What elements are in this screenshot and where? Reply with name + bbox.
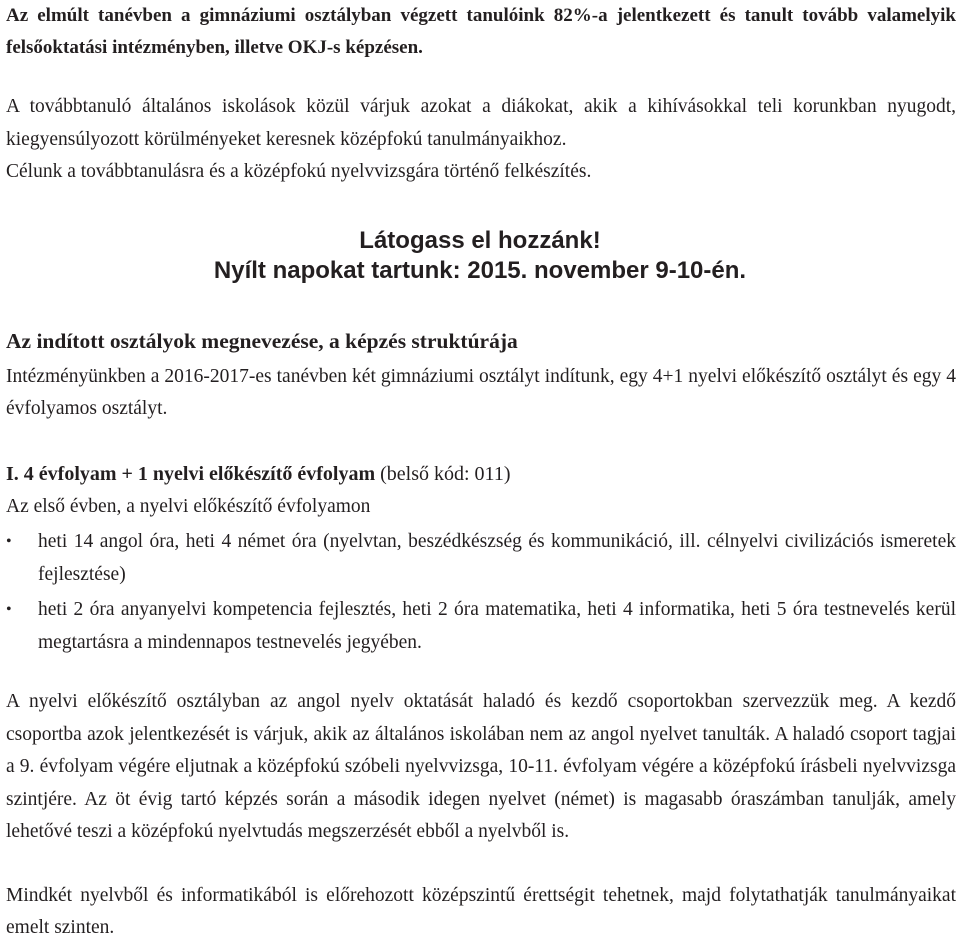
class-heading bbox=[6, 459, 510, 489]
list-item bbox=[6, 526, 956, 591]
class-bullet-list bbox=[6, 526, 956, 662]
callout-open-days-text: Nyílt napokat tartunk: 2015. november 9-10-én. bbox=[213, 257, 747, 284]
bullet-icon: • bbox=[6, 533, 12, 550]
invitation-line-2: Célunk a továbbtanulásra és a középfokú nyelvvizsgára történő felkészítés. bbox=[6, 161, 592, 182]
language-paragraph: A nyelvi előkészítő osztályban az angol nyelv oktatását haladó és kezdő csoportokban szervezzük meg. A kezdő csoportba azok jelentkezését is várjuk, akik az általános iskolában nem az angol nyelvet tanulták. A haladó csoport tagjai a 9. évfolyam végére eljutnak a középfokú szóbeli nyelvvizsga, 10-11. évfolyam végére a középfokú írásbeli nyelvvizsga szintjére. Az öt évig tartó képzés során a második idegen nyelvet (német) is magasabb óraszámban tanulják, amely lehetővé teszi a középfokú nyelvtudás megszerzését ebből a nyelvből is. bbox=[6, 691, 956, 842]
callout-visit-text: Látogass el hozzánk! bbox=[359, 227, 601, 254]
class-heading-code: (belső kód: 011) bbox=[375, 463, 511, 485]
invitation-paragraph bbox=[6, 91, 956, 189]
closing-paragraph: Mindkét nyelvből és informatikából is előrehozott középszintű érettségit tehetnek, majd folytathatják tanulmányaikat emelt szinten. bbox=[6, 885, 956, 938]
section-description: Intézményünkben a 2016-2017-es tanévben két gimnáziumi osztályt indítunk, egy 4+1 nyelvi előkészítő osztályt és egy 4 évfolyamos osztályt. bbox=[6, 366, 956, 419]
list-item bbox=[6, 594, 956, 659]
class-subtitle: Az első évben, a nyelvi előkészítő évfolyamon bbox=[6, 496, 371, 517]
class-heading-name: I. 4 évfolyam + 1 nyelvi előkészítő évfolyam bbox=[6, 463, 376, 485]
open-day-callout bbox=[0, 226, 960, 286]
bullet-text: heti 2 óra anyanyelvi kompetencia fejlesztés, heti 2 óra matematika, heti 4 informatika, heti 5 óra testnevelés kerül megtartásra a mindennapos testnevelés jegyében. bbox=[38, 599, 956, 653]
section-heading: Az indított osztályok megnevezése, a képzés struktúrája bbox=[6, 329, 518, 353]
bullet-text: heti 14 angol óra, heti 4 német óra (nyelvtan, beszédkészség és kommunikáció, ill. célnyelvi civilizációs ismeretek fejlesztése) bbox=[38, 531, 956, 585]
invitation-line-1: A továbbtanuló általános iskolások közül várjuk azokat a diákokat, akik a kihívásokkal teli korunkban nyugodt, kiegyensúlyozott körülményeket keresnek középfokú tanulmányaikhoz. bbox=[6, 96, 956, 150]
bullet-icon: • bbox=[6, 601, 12, 618]
intro-paragraph: Az elmúlt tanévben a gimnáziumi osztályban végzett tanulóink 82%-a jelentkezett és tanult tovább valamelyik felsőoktatási intézményben, illetve OKJ-s képzésen. bbox=[6, 5, 956, 58]
